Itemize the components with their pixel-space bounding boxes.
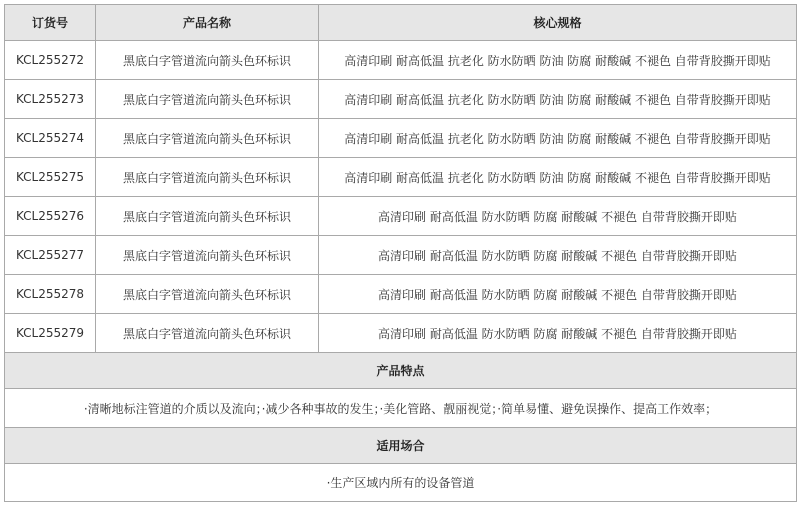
product-name-cell: 黑底白字管道流向箭头色环标识 <box>96 80 319 119</box>
core-spec-cell: 高清印刷 耐高低温 抗老化 防水防晒 防油 防腐 耐酸碱 不褪色 自带背胶撕开即贴 <box>319 41 797 80</box>
core-spec-cell: 高清印刷 耐高低温 防水防晒 防腐 耐酸碱 不褪色 自带背胶撕开即贴 <box>319 275 797 314</box>
spec-table <box>4 4 797 502</box>
table-row <box>5 158 797 197</box>
usage-row <box>5 464 797 502</box>
core-spec-cell: 高清印刷 耐高低温 抗老化 防水防晒 防油 防腐 耐酸碱 不褪色 自带背胶撕开即贴 <box>319 158 797 197</box>
header-core-spec: 核心规格 <box>319 5 797 41</box>
table-row <box>5 197 797 236</box>
table-row <box>5 236 797 275</box>
order-number-cell: KCL255275 <box>5 158 96 197</box>
header-product-name: 产品名称 <box>96 5 319 41</box>
order-number-cell: KCL255273 <box>5 80 96 119</box>
features-title: 产品特点 <box>5 353 797 389</box>
order-number-cell: KCL255277 <box>5 236 96 275</box>
features-header-row <box>5 353 797 389</box>
features-row <box>5 389 797 428</box>
header-order-number: 订货号 <box>5 5 96 41</box>
order-number-cell: KCL255278 <box>5 275 96 314</box>
product-name-cell: 黑底白字管道流向箭头色环标识 <box>96 314 319 353</box>
usage-header-row <box>5 428 797 464</box>
core-spec-cell: 高清印刷 耐高低温 防水防晒 防腐 耐酸碱 不褪色 自带背胶撕开即贴 <box>319 314 797 353</box>
core-spec-cell: 高清印刷 耐高低温 防水防晒 防腐 耐酸碱 不褪色 自带背胶撕开即贴 <box>319 236 797 275</box>
product-spec-sheet <box>4 4 796 502</box>
order-number-cell: KCL255279 <box>5 314 96 353</box>
product-name-cell: 黑底白字管道流向箭头色环标识 <box>96 119 319 158</box>
order-number-cell: KCL255272 <box>5 41 96 80</box>
table-row <box>5 41 797 80</box>
table-header-row <box>5 5 797 41</box>
order-number-cell: KCL255274 <box>5 119 96 158</box>
product-name-cell: 黑底白字管道流向箭头色环标识 <box>96 197 319 236</box>
product-name-cell: 黑底白字管道流向箭头色环标识 <box>96 275 319 314</box>
table-row <box>5 80 797 119</box>
usage-text: ·生产区域内所有的设备管道 <box>5 464 797 502</box>
order-number-cell: KCL255276 <box>5 197 96 236</box>
table-row <box>5 314 797 353</box>
product-name-cell: 黑底白字管道流向箭头色环标识 <box>96 158 319 197</box>
core-spec-cell: 高清印刷 耐高低温 抗老化 防水防晒 防油 防腐 耐酸碱 不褪色 自带背胶撕开即贴 <box>319 119 797 158</box>
table-row <box>5 275 797 314</box>
product-name-cell: 黑底白字管道流向箭头色环标识 <box>96 236 319 275</box>
features-text: ·清晰地标注管道的介质以及流向；·减少各种事故的发生；·美化管路、靓丽视觉；·简单易懂、避免误操作、提高工作效率； <box>5 389 797 428</box>
product-name-cell: 黑底白字管道流向箭头色环标识 <box>96 41 319 80</box>
core-spec-cell: 高清印刷 耐高低温 抗老化 防水防晒 防油 防腐 耐酸碱 不褪色 自带背胶撕开即贴 <box>319 80 797 119</box>
core-spec-cell: 高清印刷 耐高低温 防水防晒 防腐 耐酸碱 不褪色 自带背胶撕开即贴 <box>319 197 797 236</box>
usage-title: 适用场合 <box>5 428 797 464</box>
table-row <box>5 119 797 158</box>
